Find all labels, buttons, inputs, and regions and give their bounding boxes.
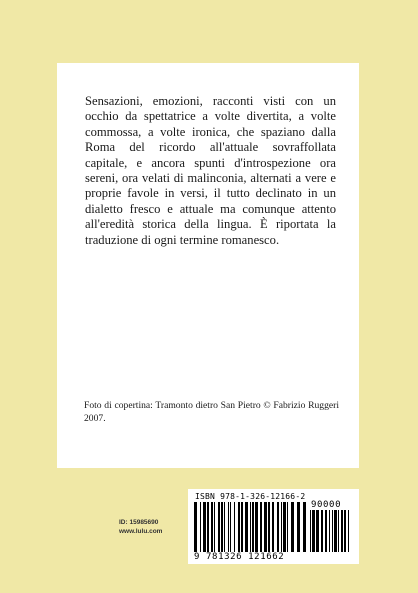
barcode-bar	[268, 502, 270, 552]
barcode-bar	[291, 502, 294, 552]
barcode-bar	[234, 502, 235, 552]
barcode-bar	[316, 510, 319, 552]
barcode-bar	[245, 502, 248, 552]
publisher-url: www.lulu.com	[119, 528, 163, 535]
barcode-bar	[218, 502, 220, 552]
barcode-bar	[287, 502, 288, 552]
barcode-bar	[207, 502, 209, 552]
barcode-bar	[321, 510, 323, 552]
barcode-bar	[329, 510, 330, 552]
barcode-bar	[281, 502, 282, 552]
blurb-text: Sensazioni, emozioni, racconti visti con un occhio da spettatrice a volte divertita, a volte commossa, a volte ironica, che spaziano dalla Roma del ricordo all'attuale sovraffollata capitale, e ancora spunti d'introspezione ora sereni, ora velati di malinconia, alternati a vere e proprie favole in versi, il tutto declinato in un dialetto fresco e attuale ma comunque attento all'eredità storica della lingua. È riportata la traduzione di ogni termine romanesco.	[85, 94, 336, 247]
barcode-bar	[332, 510, 333, 552]
barcode-bar	[325, 510, 327, 552]
publisher-info	[119, 518, 162, 536]
barcode-bar	[214, 502, 215, 552]
barcode-bar	[250, 502, 251, 552]
barcode-bar	[252, 502, 254, 552]
barcode-bar	[310, 510, 311, 552]
barcode-bar	[277, 502, 279, 552]
price-code: 90000	[311, 500, 342, 510]
barcode-bar	[344, 510, 346, 552]
barcode-bar	[230, 502, 231, 552]
publisher-id: ID: 15985690	[119, 519, 159, 526]
barcode-bar	[341, 510, 343, 552]
barcode-bar	[211, 502, 213, 552]
barcode-bar	[312, 510, 315, 552]
barcode-bar	[203, 502, 206, 552]
barcode-digits: 9 781326 121662	[194, 552, 285, 562]
barcode-bar	[264, 502, 267, 552]
barcode-bar	[348, 510, 349, 552]
isbn-label: ISBN 978-1-326-12166-2	[195, 492, 306, 501]
barcode-bar	[338, 510, 339, 552]
barcode-bar	[194, 502, 197, 552]
photo-credit: Foto di copertina: Tramonto dietro San Pietro © Fabrizio Ruggeri 2007.	[84, 400, 339, 424]
barcode-bar	[241, 502, 243, 552]
barcode-bar	[228, 502, 229, 552]
barcode-bar	[272, 502, 274, 552]
barcode-bar	[224, 502, 225, 552]
barcode-bar	[255, 502, 258, 552]
barcode-bar	[221, 502, 223, 552]
barcode-bars	[194, 502, 308, 552]
barcode-bar	[260, 502, 262, 552]
back-cover-panel	[57, 63, 359, 468]
barcode-bar	[303, 502, 306, 552]
addon-barcode-bars	[310, 510, 352, 552]
barcode-bar	[297, 502, 300, 552]
barcode-bar	[200, 502, 201, 552]
barcode-bar	[334, 510, 337, 552]
isbn-barcode	[188, 489, 359, 564]
barcode-bar	[238, 502, 240, 552]
barcode-bar	[283, 502, 286, 552]
